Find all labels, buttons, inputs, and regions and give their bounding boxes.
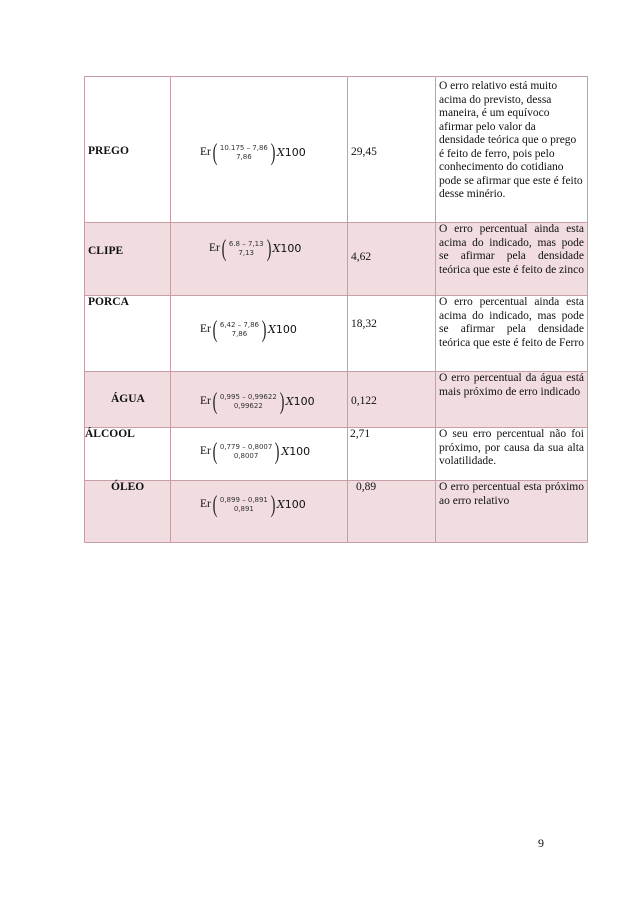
formula-cell bbox=[171, 428, 348, 481]
material-name: CLIPE bbox=[85, 223, 171, 296]
error-value: 2,71 bbox=[348, 428, 436, 481]
table-row-oleo bbox=[85, 481, 588, 543]
formula-er: Er bbox=[200, 145, 211, 158]
results-table bbox=[84, 76, 588, 543]
page-number: 9 bbox=[538, 836, 544, 850]
table-row-prego bbox=[85, 77, 588, 223]
formula-x: X bbox=[285, 394, 294, 408]
formula-numerator: 0,995 – 0,99622 bbox=[219, 392, 277, 401]
table-row-clipe bbox=[85, 223, 588, 296]
formula-cell bbox=[171, 223, 348, 296]
formula-x: X bbox=[276, 145, 285, 159]
error-value: 29,45 bbox=[348, 77, 436, 223]
table-row-porca bbox=[85, 296, 588, 372]
error-comment: O seu erro percentual não foi próximo, por causa da sua alta volatilidade. bbox=[436, 428, 588, 481]
formula-x: X bbox=[281, 445, 290, 459]
formula-er: Er bbox=[200, 445, 211, 458]
formula-x: X bbox=[267, 323, 276, 337]
formula-cell bbox=[171, 77, 348, 223]
formula-denominator: 0,8007 bbox=[233, 452, 259, 460]
error-comment: O erro percentual esta próximo ao erro relativo bbox=[436, 481, 588, 543]
error-formula: Er ( 10.175 – 7,86 7,86 ) X100 bbox=[200, 139, 306, 166]
error-value: 0,122 bbox=[348, 372, 436, 428]
formula-numerator: 6,42 – 7,86 bbox=[219, 321, 259, 329]
formula-er: Er bbox=[209, 242, 220, 255]
formula-x: X bbox=[276, 498, 285, 512]
formula-er: Er bbox=[200, 394, 211, 407]
error-formula: Er ( 0,899 – 0,891 0,891 ) X100 bbox=[200, 492, 306, 518]
formula-cell bbox=[171, 296, 348, 372]
formula-cell bbox=[171, 481, 348, 543]
formula-er: Er bbox=[200, 498, 211, 511]
error-formula: Er ( 0,779 – 0,8007 0,8007 ) X100 bbox=[200, 439, 311, 465]
error-comment: O erro percentual ainda esta acima do indicado, mas pode se afirmar pela densidade teórica que este é feito de zinco bbox=[436, 223, 588, 296]
formula-numerator: 6.8 – 7,13 bbox=[228, 240, 264, 248]
formula-denominator: 7,86 bbox=[236, 152, 252, 161]
formula-denominator: 0,891 bbox=[233, 505, 254, 513]
formula-multiplier: 100 bbox=[284, 498, 306, 512]
error-comment: O erro percentual da água está mais próximo de erro indicado bbox=[436, 372, 588, 428]
formula-multiplier: 100 bbox=[284, 145, 306, 159]
material-name: PORCA bbox=[85, 296, 171, 372]
error-formula: Er ( 0,995 – 0,99622 0,99622 ) X100 bbox=[200, 388, 315, 415]
error-value: 18,32 bbox=[348, 296, 436, 372]
error-formula: Er ( 6.8 – 7,13 7,13 ) X100 bbox=[209, 236, 302, 262]
error-value: 4,62 bbox=[348, 223, 436, 296]
error-value: 0,89 bbox=[348, 481, 436, 543]
formula-multiplier: 100 bbox=[280, 242, 302, 256]
material-name: ÁLCOOL bbox=[85, 428, 171, 481]
material-name: ÁGUA bbox=[85, 372, 171, 428]
formula-x: X bbox=[272, 242, 281, 256]
material-name: PREGO bbox=[85, 77, 171, 223]
error-comment: O erro percentual ainda esta acima do indicado, mas pode se afirmar pela densidade teórica que este é feito de Ferro bbox=[436, 296, 588, 372]
formula-numerator: 0,779 – 0,8007 bbox=[219, 443, 273, 451]
formula-multiplier: 100 bbox=[289, 445, 311, 459]
formula-multiplier: 100 bbox=[293, 394, 315, 408]
formula-numerator: 0,899 – 0,891 bbox=[219, 496, 268, 504]
formula-denominator: 7,13 bbox=[238, 249, 254, 257]
error-formula: Er ( 6,42 – 7,86 7,86 ) X100 bbox=[200, 317, 297, 343]
formula-denominator: 7,86 bbox=[231, 330, 248, 338]
formula-numerator: 10.175 – 7,86 bbox=[219, 143, 268, 152]
formula-cell bbox=[171, 372, 348, 428]
formula-denominator: 0,99622 bbox=[233, 401, 263, 410]
formula-multiplier: 100 bbox=[275, 323, 297, 337]
table-row-agua bbox=[85, 372, 588, 428]
formula-er: Er bbox=[200, 323, 211, 336]
table-row-alcool bbox=[85, 428, 588, 481]
material-name: ÓLEO bbox=[85, 481, 171, 543]
error-comment: O erro relativo está muito acima do previsto, dessa maneira, é um equívoco afirmar pelo valor da densidade teórica que o prego é feito de ferro, pois pelo conhecimento do cotidiano pode se afirmar que este é feito desse minério. bbox=[436, 77, 588, 223]
